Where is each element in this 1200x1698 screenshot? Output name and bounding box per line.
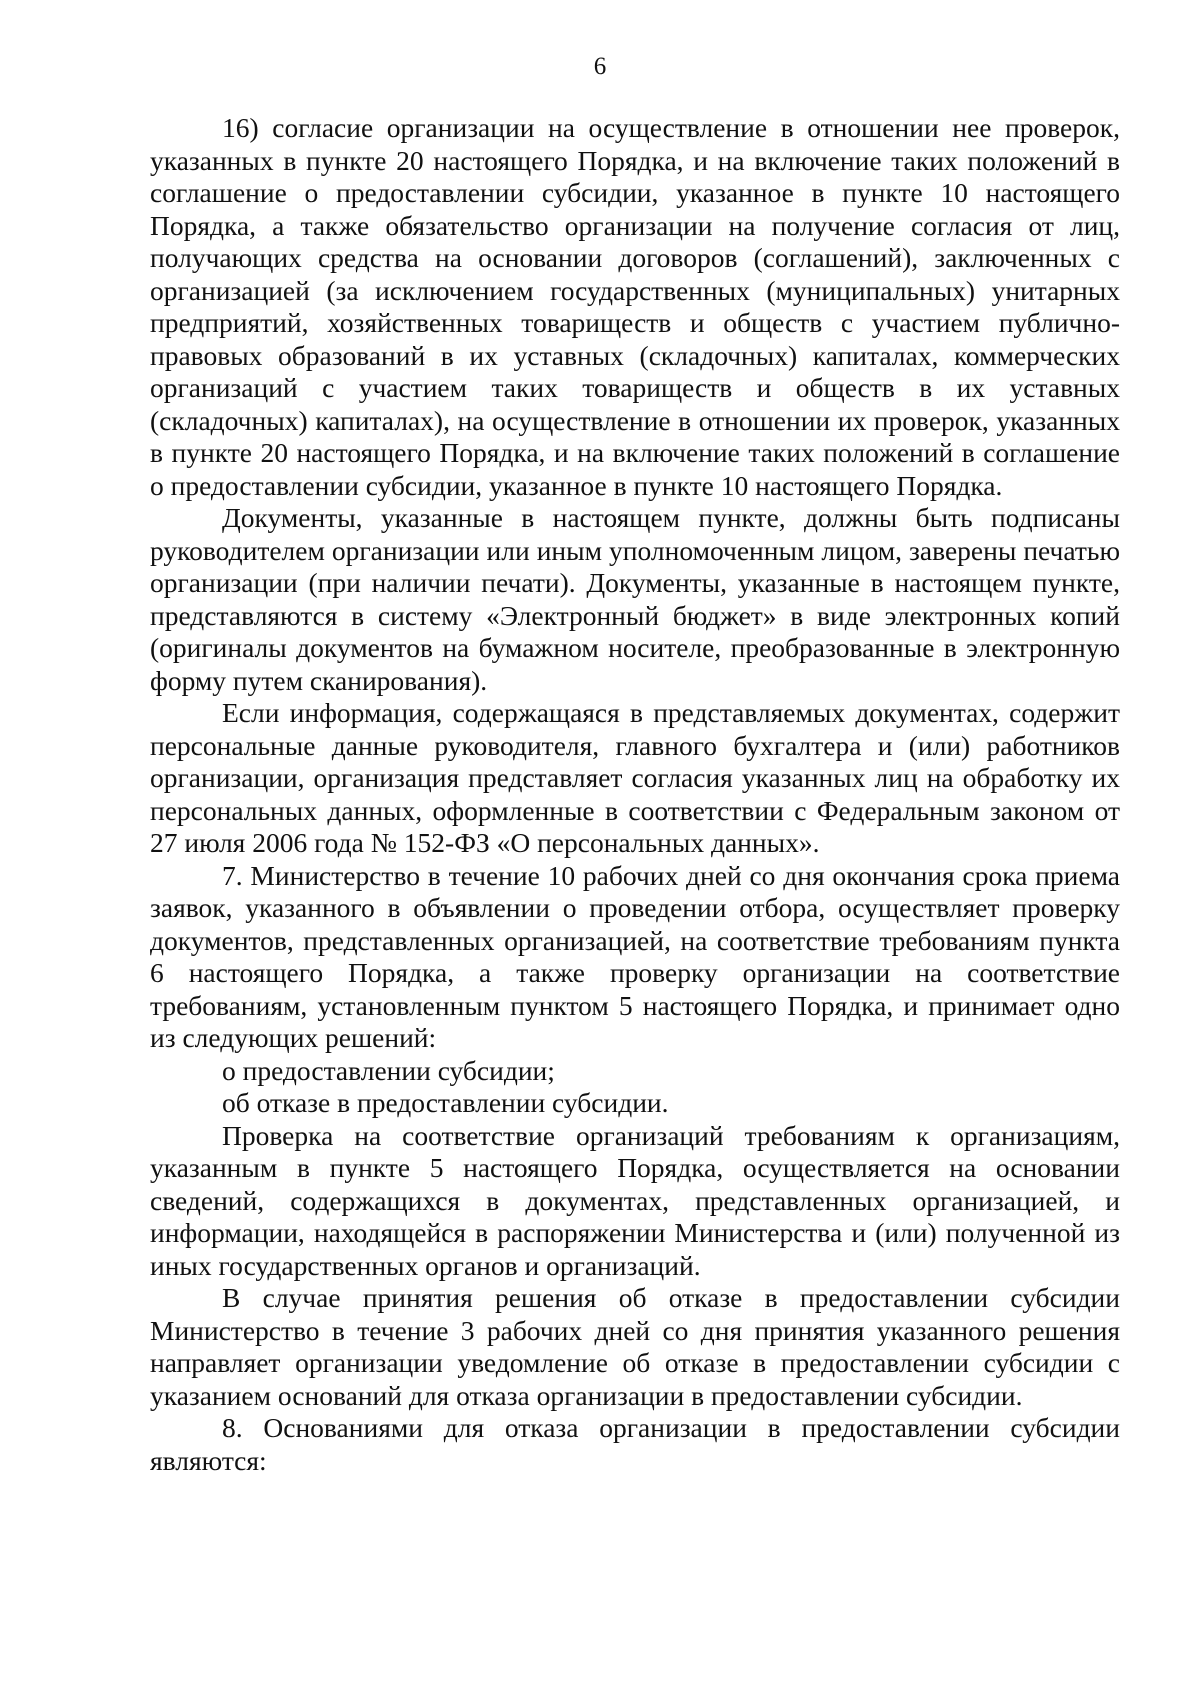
paragraph-refusal-notice: В случае принятия решения об отказе в предоставлении субсидии Министерство в течение 3 рабочих дней со дня принятия указанного решения направляет организации уведомление об отказе в предоставлении субсидии с указанием оснований для отказа организации в предоставлении субсидии. — [150, 1282, 1120, 1411]
paragraph-verification: Проверка на соответствие организаций требованиям к организациям, указанным в пункте 5 настоящего Порядка, осуществляется на основании сведений, содержащихся в документах, представленных организацией, и информации, находящейся в распоряжении Министерства и (или) полученной из иных государственных органов и организаций. — [150, 1119, 1120, 1281]
paragraph-documents-signed: Документы, указанные в настоящем пункте, должны быть подписаны руководителем организации или иным уполномоченным лицом, заверены печатью организации (при наличии печати). Документы, указанные в настоящем пункте, представляются в систему «Электронный бюджет» в виде электронных копий (оригиналы документов на бумажном носителе, преобразованные в электронную форму путем сканирования). — [150, 502, 1120, 696]
paragraph-personal-data: Если информация, содержащаяся в представляемых документах, содержит персональные данные руководителя, главного бухгалтера и (или) работников организации, организация представляет согласия указанных лиц на обработку их персональных данных, оформленные в соответствии с Федеральным законом от 27 июля 2006 года № 152-ФЗ «О персональных данных». — [150, 697, 1120, 858]
decision-option-grant: о предоставлении субсидии; — [222, 1054, 555, 1086]
paragraph-section-7: 7. Министерство в течение 10 рабочих дней со дня окончания срока приема заявок, указанного в объявлении о проведении отбора, осуществляет проверку документов, представленных организацией, на соответствие требованиям пункта 6 настоящего Порядка, а также проверку организации на соответствие требованиям, установленным пунктом 5 настоящего Порядка, и принимает одно из следующих решений: — [150, 859, 1120, 1053]
page-number: 6 — [593, 53, 607, 80]
document-body — [150, 112, 1120, 1477]
decision-option-refuse: об отказе в предоставлении субсидии. — [222, 1087, 669, 1118]
paragraph-section-8: 8. Основаниями для отказа организации в предоставлении субсидии являются: — [150, 1412, 1120, 1476]
paragraph-item-16-consent: 16) согласие организации на осуществление в отношении нее проверок, указанных в пункте 20 настоящего Порядка, и на включение таких положений в соглашение о предоставлении субсидии, указанное в пункте 10 настоящего Порядка, а также обязательство организации на получение согласия от лиц, получающих средства на основании договоров (соглашений), заключенных с организацией (за исключением государственных (муниципальных) унитарных предприятий, хозяйственных товариществ и обществ с участием публично-правовых образований в их уставных (складочных) капиталах, коммерческих организаций с участием таких товариществ и обществ в их уставных (складочных) капиталах), на осуществление в отношении их проверок, указанных в пункте 20 настоящего Порядка, и на включение таких положений в соглашение о предоставлении субсидии, указанное в пункте 10 настоящего Порядка. — [150, 112, 1120, 501]
